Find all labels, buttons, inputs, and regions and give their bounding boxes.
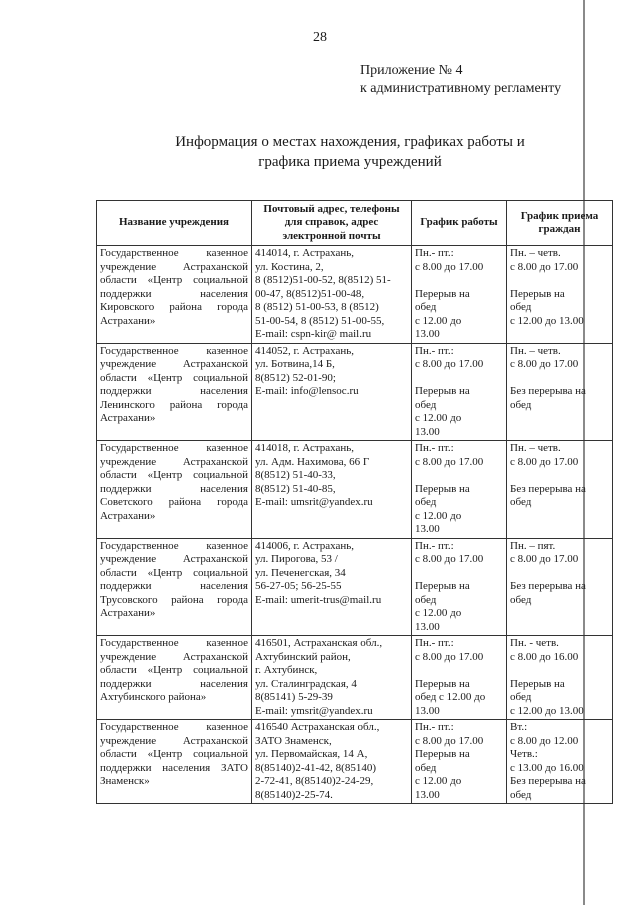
page-number: 28 <box>313 30 327 45</box>
reception-schedule-line <box>510 372 609 386</box>
reception-schedule-line: Перерыв на <box>510 287 565 300</box>
address-line: Ахтубинский район, <box>255 650 351 663</box>
address-line: г. Ахтубинск, <box>255 664 318 676</box>
address-line: 8(8512) 51-40-85, <box>255 482 336 495</box>
header-address: Почтовый адрес, телефоны для справок, адрес электронной почты <box>252 201 412 246</box>
title-line2: графика приема учреждений <box>258 154 442 170</box>
address-line: ул. Печенегская, 34 <box>255 566 346 579</box>
address-line: 56-27-05; 56-25-55 <box>255 580 342 592</box>
work-schedule-line: 13.00 <box>415 788 440 801</box>
reception-schedule-line: обед <box>510 301 532 313</box>
work-schedule-line: Перерыв на <box>415 677 470 690</box>
reception-schedule-line: с 12.00 до 13.00 <box>510 314 584 327</box>
institution-name: Государственное казенное учреждение Астраханской области «Центр социальной поддержки населения Ахтубинского района» <box>97 636 252 720</box>
reception-schedule-line: Пн. - четв. <box>510 637 559 649</box>
address-line: ул. Сталинградская, 4 <box>255 677 357 690</box>
work-schedule-line: обед <box>415 761 437 774</box>
address-cell <box>252 538 412 636</box>
reception-schedule-line: с 8.00 до 16.00 <box>510 650 579 663</box>
address-line: 8(8512) 51-40-33, <box>255 469 336 481</box>
work-schedule-line: Перерыв на <box>415 482 470 495</box>
reception-schedule-line <box>510 274 609 288</box>
work-schedule-line: Пн.- пт.: <box>415 247 454 259</box>
address-line: 51-00-54, 8 (8512) 51-00-55, <box>255 314 385 327</box>
work-schedule-line: Пн.- пт.: <box>415 344 454 357</box>
work-schedule-line: с 8.00 до 17.00 <box>415 734 484 747</box>
address-line: 8 (8512) 51-00-53, 8 (8512) <box>255 301 379 313</box>
address-line: 414014, г. Астрахань, <box>255 247 355 259</box>
address-line: 8 (8512)51-00-52, 8(8512) 51- <box>255 274 391 286</box>
appendix-line1: Приложение № 4 <box>360 63 463 78</box>
work-schedule-line: Перерыв на <box>415 748 470 760</box>
reception-schedule-cell <box>507 246 613 344</box>
address-line: E-mail: ymsrit@yandex.ru <box>255 704 373 717</box>
institution-name: Государственное казенное учреждение Астраханской области «Центр социальной поддержки населения Кировского района города Астрахани» <box>97 246 252 344</box>
address-line: ул. Костина, 2, <box>255 260 324 273</box>
table-row <box>97 720 613 804</box>
reception-schedule-line <box>510 664 609 678</box>
reception-schedule-line: с 8.00 до 12.00 <box>510 734 579 747</box>
work-schedule-line: с 8.00 до 17.00 <box>415 553 484 565</box>
work-schedule-line <box>415 664 503 678</box>
appendix-header <box>360 62 561 98</box>
work-schedule-line: с 8.00 до 17.00 <box>415 260 484 273</box>
work-schedule-line: обед <box>415 496 437 508</box>
work-schedule-line: с 8.00 до 17.00 <box>415 358 484 370</box>
address-line: 416501, Астраханская обл., <box>255 637 383 649</box>
reception-schedule-line: Пн. – четв. <box>510 442 561 454</box>
work-schedule-line <box>415 274 503 288</box>
work-schedule-line: Пн.- пт.: <box>415 539 454 552</box>
work-schedule-line: 13.00 <box>415 704 440 717</box>
address-cell <box>252 441 412 539</box>
reception-schedule-line: обед <box>510 593 532 606</box>
reception-schedule-line: Без перерыва на <box>510 385 586 397</box>
address-cell <box>252 246 412 344</box>
institution-name: Государственное казенное учреждение Астраханской области «Центр социальной поддержки населения ЗАТО Знаменск» <box>97 720 252 804</box>
address-line: E-mail: info@lensoc.ru <box>255 385 359 397</box>
reception-schedule-cell <box>507 720 613 804</box>
table-row <box>97 246 613 344</box>
title-line1: Информация о местах нахождения, графиках работы и <box>175 134 525 150</box>
reception-schedule-line: обед <box>510 398 532 411</box>
address-line: 414006, г. Астрахань, <box>255 539 355 552</box>
address-line: E-mail: cspn-kir@ mail.ru <box>255 328 372 340</box>
table-row <box>97 636 613 720</box>
work-schedule-line <box>415 469 503 483</box>
work-schedule-line: Перерыв на <box>415 287 470 300</box>
reception-schedule-line: обед <box>510 691 532 703</box>
address-line: 2-72-41, 8(85140)2-24-29, <box>255 775 374 787</box>
work-schedule-cell <box>412 246 507 344</box>
reception-schedule-line: Перерыв на <box>510 677 565 690</box>
work-schedule-line: обед <box>415 398 437 411</box>
address-line: 8(85141) 5-29-39 <box>255 691 333 703</box>
address-line: E-mail: umsrit@yandex.ru <box>255 496 373 508</box>
work-schedule-line: Пн.- пт.: <box>415 442 454 454</box>
reception-schedule-cell <box>507 441 613 539</box>
work-schedule-line: 13.00 <box>415 523 440 535</box>
work-schedule-line: с 12.00 до <box>415 509 462 522</box>
reception-schedule-line: с 8.00 до 17.00 <box>510 553 579 565</box>
work-schedule-cell <box>412 636 507 720</box>
address-cell <box>252 343 412 441</box>
address-line: 414052, г. Астрахань, <box>255 344 355 357</box>
work-schedule-line: с 8.00 до 17.00 <box>415 455 484 468</box>
reception-schedule-line: Без перерыва на <box>510 580 586 592</box>
appendix-line2: к административному регламенту <box>360 81 562 96</box>
reception-schedule-line: с 13.00 до 16.00 <box>510 761 584 774</box>
work-schedule-cell <box>412 720 507 804</box>
work-schedule-line: с 12.00 до <box>415 412 462 424</box>
work-schedule-line: с 12.00 до <box>415 314 462 327</box>
work-schedule-line: Перерыв на <box>415 580 470 592</box>
work-schedule-cell <box>412 343 507 441</box>
document-title <box>100 132 600 172</box>
work-schedule-line <box>415 567 503 581</box>
address-line: ул. Пирогова, 53 / <box>255 553 338 565</box>
address-line: ул. Первомайская, 14 А, <box>255 748 368 760</box>
work-schedule-cell <box>412 441 507 539</box>
reception-schedule-cell <box>507 538 613 636</box>
reception-schedule-line: с 8.00 до 17.00 <box>510 358 579 370</box>
address-line: ул. Ботвина,14 Б, <box>255 358 335 370</box>
address-line: ЗАТО Знаменск, <box>255 734 332 747</box>
reception-schedule-line: Пн. – четв. <box>510 247 561 259</box>
header-reception-schedule: График приема граждан <box>507 201 613 246</box>
work-schedule-line: 13.00 <box>415 620 440 633</box>
reception-schedule-line: Пн. – четв. <box>510 344 561 357</box>
institution-name: Государственное казенное учреждение Астраханской области «Центр социальной поддержки населения Трусовского района города Астрахани» <box>97 538 252 636</box>
work-schedule-line: 13.00 <box>415 328 440 340</box>
reception-schedule-line: Четв.: <box>510 748 538 760</box>
reception-schedule-cell <box>507 636 613 720</box>
table-row <box>97 538 613 636</box>
address-cell <box>252 720 412 804</box>
header-name: Название учреждения <box>97 201 252 246</box>
work-schedule-line: с 12.00 до <box>415 607 462 619</box>
work-schedule-line: обед <box>415 593 437 606</box>
table-header-row <box>97 201 613 246</box>
reception-schedule-line: с 12.00 до 13.00 <box>510 704 584 717</box>
reception-schedule-line: Без перерыва на <box>510 482 586 495</box>
work-schedule-line: 13.00 <box>415 425 440 438</box>
table-row <box>97 441 613 539</box>
institution-name: Государственное казенное учреждение Астраханской области «Центр социальной поддержки населения Ленинского района города Астрахани» <box>97 343 252 441</box>
institution-name: Государственное казенное учреждение Астраханской области «Центр социальной поддержки населения Советского района города Астрахани» <box>97 441 252 539</box>
address-line: E-mail: umerit-trus@mail.ru <box>255 593 382 606</box>
table-row <box>97 343 613 441</box>
reception-schedule-line: Вт.: <box>510 721 528 733</box>
work-schedule-line: Перерыв на <box>415 385 470 397</box>
header-work-schedule: График работы <box>412 201 507 246</box>
reception-schedule-line: обед <box>510 788 532 801</box>
address-line: ул. Адм. Нахимова, 66 Г <box>255 455 370 468</box>
address-cell <box>252 636 412 720</box>
work-schedule-line <box>415 372 503 386</box>
reception-schedule-line: обед <box>510 496 532 508</box>
address-line: 00-47, 8(8512)51-00-48, <box>255 287 365 300</box>
reception-schedule-line: с 8.00 до 17.00 <box>510 455 579 468</box>
address-line: 8(8512) 52-01-90; <box>255 371 336 384</box>
work-schedule-line: Пн.- пт.: <box>415 637 454 649</box>
reception-schedule-cell <box>507 343 613 441</box>
reception-schedule-line: Пн. – пят. <box>510 539 556 552</box>
work-schedule-cell <box>412 538 507 636</box>
reception-schedule-line <box>510 469 609 483</box>
address-line: 416540 Астраханская обл., <box>255 721 380 733</box>
reception-schedule-line: с 8.00 до 17.00 <box>510 260 579 273</box>
work-schedule-line: Пн.- пт.: <box>415 721 454 733</box>
work-schedule-line: с 12.00 до <box>415 775 462 787</box>
address-line: 8(85140)2-41-42, 8(85140) <box>255 761 376 774</box>
address-line: 414018, г. Астрахань, <box>255 442 355 454</box>
work-schedule-line: обед с 12.00 до <box>415 691 486 703</box>
institutions-table <box>96 200 613 804</box>
work-schedule-line: с 8.00 до 17.00 <box>415 650 484 663</box>
address-line: 8(85140)2-25-74. <box>255 788 333 801</box>
reception-schedule-line: Без перерыва на <box>510 775 586 787</box>
work-schedule-line: обед <box>415 301 437 313</box>
reception-schedule-line <box>510 567 609 581</box>
